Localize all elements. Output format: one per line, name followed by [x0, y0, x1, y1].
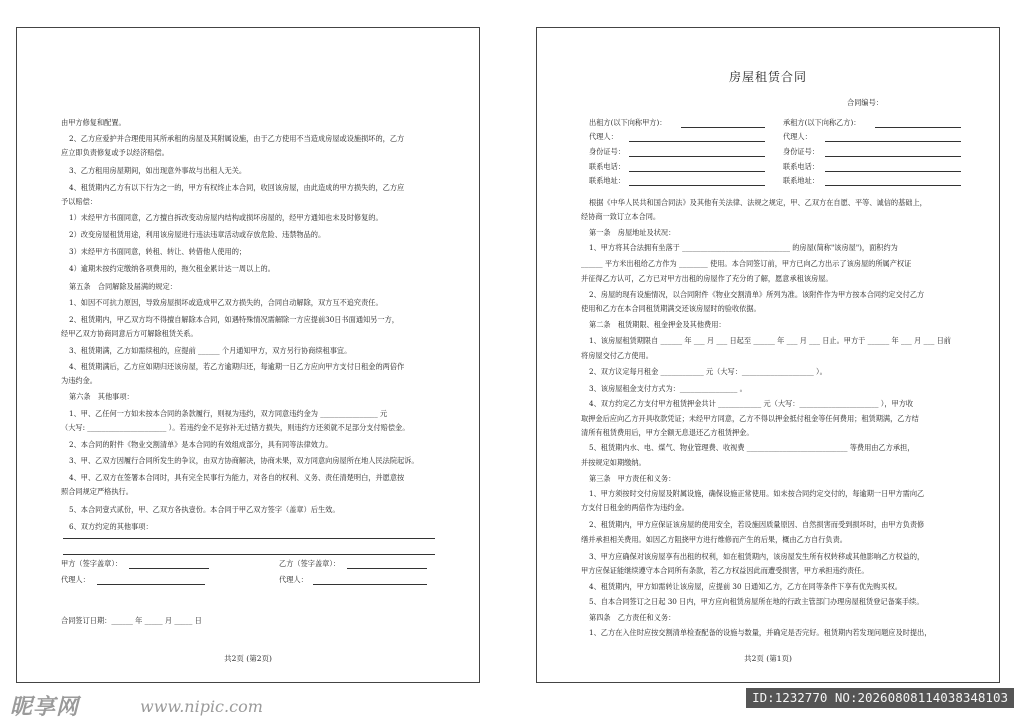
body-line: 第三条 甲方责任和义务：: [589, 474, 676, 483]
body-line: ______ 平方米出租给乙方作为 ________ 使用。本合同签订前，甲方已向乙方出示了该房屋的所属产权证: [581, 259, 912, 268]
contract-page-2: [16, 27, 480, 683]
site-logo: 昵享网: [10, 694, 80, 720]
body-line: 5、租赁期内水、电、煤气、物业管理费、收视费 ____________________________ 等费用由乙方承担，: [589, 443, 915, 452]
body-line: 并按规定如期缴纳。: [581, 458, 646, 467]
sign-line-party-b: [347, 568, 427, 569]
lessee-field-label: 承租方(以下向称乙方)：: [783, 118, 861, 127]
body-line: 5、自本合同签订之日起 30 日内，甲方应向租赁房屋所在地的行政主管部门办理房屋租赁登记备案手续。: [589, 597, 924, 606]
body-line: 1、乙方在入住时应按交割清单检查配备的设施与数量，并确定是否完好。租赁期内若发现问题应及时提出，: [589, 628, 932, 637]
body-line: 5、本合同壹式贰份，甲、乙双方各执壹份。本合同于甲乙双方签字（盖章）后生效。: [69, 505, 340, 514]
body-line: 取押金后应向乙方开具收款凭证；未经甲方同意，乙方不得以押金抵付租金等任何费用；租赁期满，乙方结: [581, 414, 919, 423]
body-line: 应立即负责修复或予以经济赔偿。: [61, 148, 169, 157]
lessor-field-label: 联系地址：: [589, 176, 625, 185]
lessee-field-line: [875, 127, 961, 128]
lessor-field-line: [681, 127, 765, 128]
body-line: 6、双方约定的其他事项：: [69, 522, 153, 531]
body-line: 清所有租赁费用后，甲方全额无息退还乙方租赁押金。: [581, 428, 754, 437]
lessor-field-line: [629, 185, 765, 186]
body-line: 第二条 租赁期限、租金押金及其他费用：: [589, 320, 726, 329]
body-line: 由甲方修复和配置。: [61, 118, 126, 127]
body-line: 为违约金。: [61, 376, 97, 385]
sign-label-party-b: 乙方（签字盖章）：: [279, 559, 341, 568]
page-footer: 共2页 (第2页): [224, 654, 272, 663]
body-line: 方支付日租金的两倍作为违约金。: [581, 503, 689, 512]
body-line: 2、租赁期内，甲乙双方均不得擅自解除本合同，如遇特殊情况需解除一方应提前30日书面通知另一方，: [69, 315, 399, 324]
body-line: 2、本合同的附件《物业交割清单》是本合同的有效组成部分，具有同等法律效力。: [69, 440, 333, 449]
sign-date: 合同签订日期：______ 年 _____ 月 _____ 日: [61, 616, 202, 625]
agent-label-a: 代理人：: [61, 575, 90, 584]
lessee-field-line: [825, 156, 961, 157]
body-line: 使用和乙方在本合同租赁期满交还该房屋时的验收依据。: [581, 304, 761, 313]
body-line: 3、甲、乙双方因履行合同所发生的争议，由双方协商解决，协商未果，双方同意向房屋所在地人民法院起诉。: [69, 456, 419, 465]
body-line: （大写: ______________________ ）。若违约金不足弥补无过错方损失，则违约方还须就不足部分支付赔偿金。: [61, 423, 410, 432]
page-footer: 共2页 (第1页): [744, 654, 792, 663]
lessor-field-line: [629, 141, 765, 142]
lessee-field-label: 联系地址：: [783, 176, 819, 185]
body-line: 3、乙方租用房屋期间，如出现意外事故与出租人无关。: [69, 166, 247, 175]
lessee-field-line: [825, 171, 961, 172]
body-line: 4、租赁期内，甲方如需转让该房屋，应提前 30 日通知乙方，乙方在同等条件下享有优先购买权。: [589, 582, 902, 591]
body-line: 第四条 乙方责任和义务：: [589, 613, 676, 622]
body-line: 2）改变房屋租赁用途，利用该房屋进行违法违章活动或存放危险、违禁物品的。: [69, 230, 326, 239]
body-line: 照合同规定严格执行。: [61, 487, 133, 496]
body-line: 2、租赁期内，甲方应保证该房屋的使用安全，若设施因质量原因、自然损害而受到损坏时，由甲方负责修: [589, 520, 925, 529]
body-line: 4）逾期未按约定缴纳各项费用的，拖欠租金累计达一周以上的。: [69, 264, 275, 273]
contract-number-label: 合同编号：: [847, 98, 883, 107]
body-line: 3）未经甲方书面同意，转租、转让、转借他人使用的；: [69, 247, 247, 256]
agent-line-a: [97, 584, 205, 585]
body-line: 1、该房屋租赁期限自 ______ 年 ___ 月 ___ 日起至 ______ 年 ___ 月 ___ 日止。甲方于 ______ 年 ___ 月 ___ 日前: [589, 336, 951, 345]
blank-line: [63, 538, 435, 539]
body-line: 第一条 房屋地址及状况：: [589, 228, 676, 237]
body-line: 经协商一致订立本合同。: [581, 212, 661, 221]
body-line: 根据《中华人民共和国合同法》及其他有关法律、法规之规定，甲、乙双方在自愿、平等、诚信的基础上，: [589, 198, 927, 207]
body-line: 3、甲方应确保对该房屋享有出租的权利，如在租赁期内，该房屋发生所有权转移或其他影响乙方权益的，: [589, 552, 925, 561]
image-id-banner: ID:1232770 NO:20260808114038348103: [746, 688, 1014, 708]
lessor-field-line: [629, 171, 765, 172]
body-line: 4、租赁期满后，乙方应如期归还该房屋，若乙方逾期归还，每逾期一日乙方应向甲方支付日租金的两倍作: [69, 362, 405, 371]
body-line: 第五条 合同解除及届满的规定：: [69, 282, 177, 291]
lessor-field-label: 出租方(以下向称甲方)：: [589, 118, 667, 127]
body-line: 予以赔偿：: [61, 197, 97, 206]
lessee-field-line: [825, 141, 961, 142]
body-line: 2、房屋的现有设施情况，以合同附件《物业交割清单》所列为准。该附件作为甲方按本合同约定交付乙方: [589, 290, 925, 299]
site-url: www.nipic.com: [140, 697, 263, 716]
body-line: 1、如因不可抗力原因，导致房屋损坏或造成甲乙双方损失的，合同自动解除，双方互不追究责任。: [69, 298, 383, 307]
body-line: 3、该房屋租金支付方式为：________________ 。: [589, 384, 747, 393]
lessee-field-label: 身份证号：: [783, 147, 819, 156]
body-line: 3、租赁期满，乙方如需续租的，应提前 ______ 个月通知甲方，双方另行协商续租事宜。: [69, 346, 352, 355]
body-line: 缮并承担相关费用。如因乙方阻挠甲方进行维修而产生的后果，概由乙方自行负责。: [581, 535, 847, 544]
body-line: 1）未经甲方书面同意，乙方擅自拆改变动房屋内结构或损坏房屋的，经甲方通知也未及时修复的。: [69, 213, 383, 222]
body-line: 将房屋交付乙方使用。: [581, 351, 653, 360]
lessee-field-line: [825, 185, 961, 186]
document-title: 房屋租赁合同: [729, 70, 808, 84]
body-line: 第六条 其他事项：: [69, 392, 134, 401]
lessor-field-label: 代理人：: [589, 132, 618, 141]
lessee-field-label: 代理人：: [783, 132, 812, 141]
body-line: 4、甲、乙双方在签署本合同时，具有完全民事行为能力，对各自的权利、义务、责任清楚明白，并愿意按: [69, 473, 405, 482]
agent-line-b: [313, 584, 427, 585]
body-line: 1、甲方须按时交付房屋及附属设施，确保设施正常使用。如未按合同约定交付的，每逾期一日甲方需向乙: [589, 489, 925, 498]
body-line: 2、乙方应爱护并合理使用其所承租的房屋及其附属设施，由于乙方使用不当造成房屋或设施损坏的，乙方: [69, 134, 405, 143]
lessor-field-line: [629, 156, 765, 157]
body-line: 甲方应保证能继续遵守本合同所有条款，若乙方权益因此而遭受损害，甲方承担违约责任。: [581, 566, 869, 575]
lessee-field-label: 联系电话：: [783, 162, 819, 171]
body-line: 2、双方议定每月租金 ____________ 元（大写：____________________ ）。: [589, 367, 827, 376]
sign-label-party-a: 甲方（签字盖章）：: [61, 559, 123, 568]
lessor-field-label: 身份证号：: [589, 147, 625, 156]
sign-line-party-a: [129, 568, 209, 569]
agent-label-b: 代理人：: [279, 575, 308, 584]
body-line: 经甲乙双方协商同意后方可解除租赁关系。: [61, 329, 198, 338]
body-line: 1、甲、乙任何一方如未按本合同的条款履行，则视为违约，双方同意违约金为 ________________ 元: [69, 409, 388, 418]
body-line: 4、双方约定乙方支付甲方租赁押金共计 ____________ 元（大写：______________________ ），甲方收: [589, 399, 914, 408]
body-line: 并征得乙方认可，乙方已对甲方出租的房屋作了充分的了解，愿意承租该房屋。: [581, 274, 833, 283]
body-line: 1、甲方将其合法拥有坐落于 ______________________________ 的房屋(简称"该房屋")，面积约为: [589, 243, 898, 252]
body-line: 4、租赁期内乙方有以下行为之一的，甲方有权终止本合同，收回该房屋，由此造成的甲方损失的，乙方应: [69, 183, 405, 192]
blank-line: [63, 554, 435, 555]
contract-page-1: [536, 27, 1000, 683]
lessor-field-label: 联系电话：: [589, 162, 625, 171]
